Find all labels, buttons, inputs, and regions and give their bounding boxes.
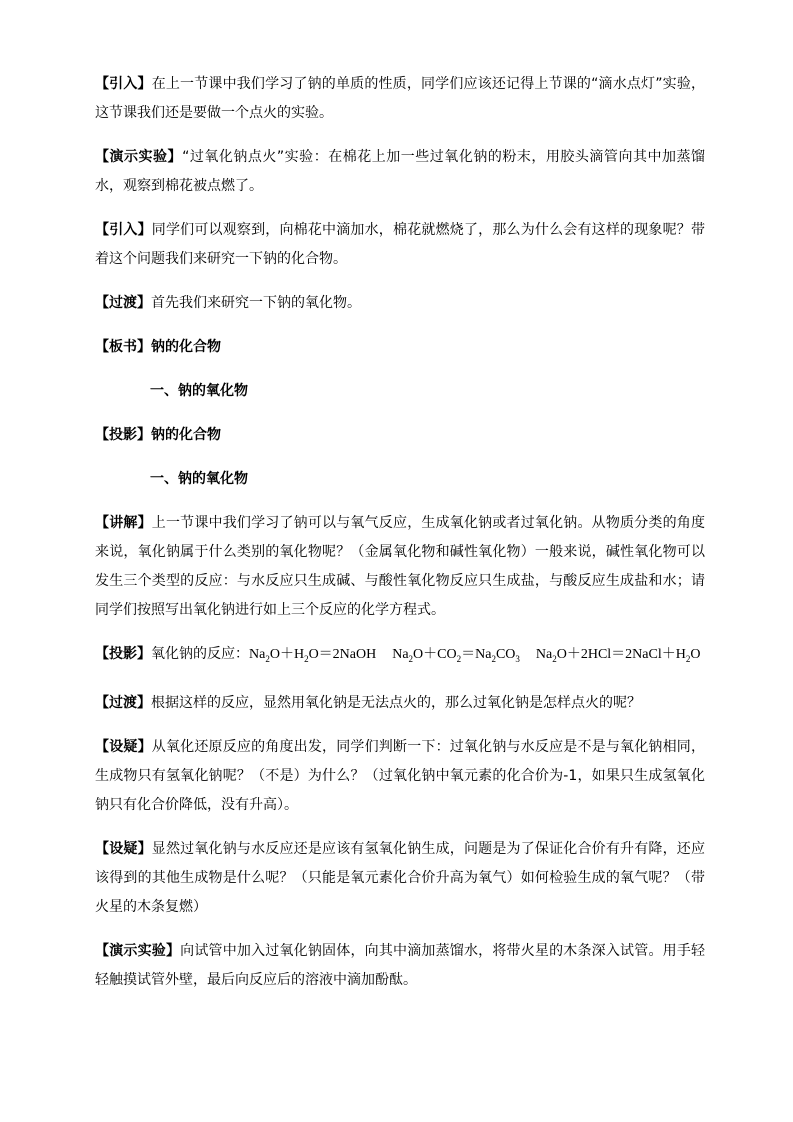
paragraph-text: “过氧化钠点火”实验：在棉花上加一些过氧化钠的粉末，用胶头滴管向其中加蒸馏水，观察到棉花被点燃了。 <box>95 149 705 194</box>
equation-co2: $Na_2O+CO_2=Na_2CO_3$ <box>392 647 520 664</box>
paragraph-tag: 【引入】 <box>95 76 152 92</box>
section-heading: 钠的化合物 <box>151 339 221 355</box>
paragraph-tag: 【过渡】 <box>95 295 151 311</box>
paragraph-projection-title <box>95 421 705 450</box>
paragraph-tag: 【设疑】 <box>95 840 152 857</box>
paragraph-demo-1 <box>95 143 705 201</box>
paragraph-transition-2 <box>95 689 705 718</box>
paragraph-text: 显然过氧化钠与水反应还是应该有氢氧化钠生成，问题是为了保证化合价有升有降，还应该得到的其他生成物是什么呢？（只能是氧元素化合价升高为氧气）如何检验生成的氧气呢？（带火星的木条复燃） <box>95 840 706 915</box>
paragraph-tag: 【投影】 <box>95 427 151 443</box>
paragraph-text: 从氧化还原反应的角度出发，同学们判断一下：过氧化钠与水反应是不是与氧化钠相同，生成物只有氢氧化钠呢？（不是）为什么？（过氧化钠中氧元素的化合价为-1，如果只生成氢氧化钠只有化合价降低，没有升高）。 <box>95 738 706 813</box>
subsection-heading-text: 一、钠的氧化物 <box>150 471 248 487</box>
paragraph-text: 上一节课中我们学习了钠可以与氧气反应，生成氧化钠或者过氧化钠。从物质分类的角度来说，氧化钠属于什么类别的氧化物呢？（金属氧化物和碱性氧化物）一般来说，碱性氧化物可以发生三个类型的反应：与水反应只生成碱、与酸性氧化物反应只生成盐，与酸反应生成盐和水；请同学们按照写出氧化钠进行如上三个反应的化学方程式。 <box>95 515 706 618</box>
paragraph-tag: 【引入】 <box>95 222 152 238</box>
equation-hcl: $Na_2O+2HCl=2NaCl+H_2O$ <box>535 647 701 664</box>
paragraph-tag: 【板书】 <box>95 339 151 355</box>
paragraph-intro-2 <box>95 216 705 274</box>
subsection-heading-2 <box>95 465 705 494</box>
paragraph-tag: 【投影】 <box>95 646 151 662</box>
paragraph-text: 在上一节课中我们学习了钠的单质的性质，同学们应该还记得上节课的“滴水点灯”实验，这节课我们还是要做一个点火的实验。 <box>95 76 705 121</box>
paragraph-text: 首先我们来研究一下钠的氧化物。 <box>151 295 361 311</box>
subsection-heading-1 <box>95 377 705 406</box>
paragraph-tag: 【过渡】 <box>95 694 151 711</box>
subsection-heading-text: 一、钠的氧化物 <box>150 383 248 399</box>
paragraph-tag: 【演示实验】 <box>95 942 181 959</box>
paragraph-intro-1 <box>95 70 705 128</box>
paragraph-tag: 【演示实验】 <box>95 149 183 165</box>
paragraph-question-1 <box>95 733 705 820</box>
paragraph-board-title <box>95 333 705 362</box>
paragraph-transition-1 <box>95 289 705 318</box>
equation-water: $Na_2O+H_2O=2NaOH$ <box>249 647 377 664</box>
paragraph-equations <box>95 640 705 674</box>
paragraph-tag: 【设疑】 <box>95 738 152 755</box>
paragraph-text: 氧化钠的反应： <box>151 646 249 662</box>
section-heading: 钠的化合物 <box>151 427 221 443</box>
paragraph-demo-2 <box>95 937 705 995</box>
paragraph-text: 同学们可以观察到，向棉花中滴加水，棉花就燃烧了，那么为什么会有这样的现象呢？带着这个问题我们来研究一下钠的化合物。 <box>95 222 706 267</box>
paragraph-text: 根据这样的反应，显然用氧化钠是无法点火的，那么过氧化钠是怎样点火的呢？ <box>151 694 641 711</box>
document-page <box>95 70 705 1010</box>
paragraph-text: 向试管中加入过氧化钠固体，向其中滴加蒸馏水，将带火星的木条深入试管。用手轻轻触摸试管外壁，最后向反应后的溶液中滴加酚酞。 <box>95 942 706 988</box>
paragraph-question-2 <box>95 835 705 922</box>
paragraph-tag: 【讲解】 <box>95 515 152 531</box>
paragraph-explanation <box>95 509 705 625</box>
